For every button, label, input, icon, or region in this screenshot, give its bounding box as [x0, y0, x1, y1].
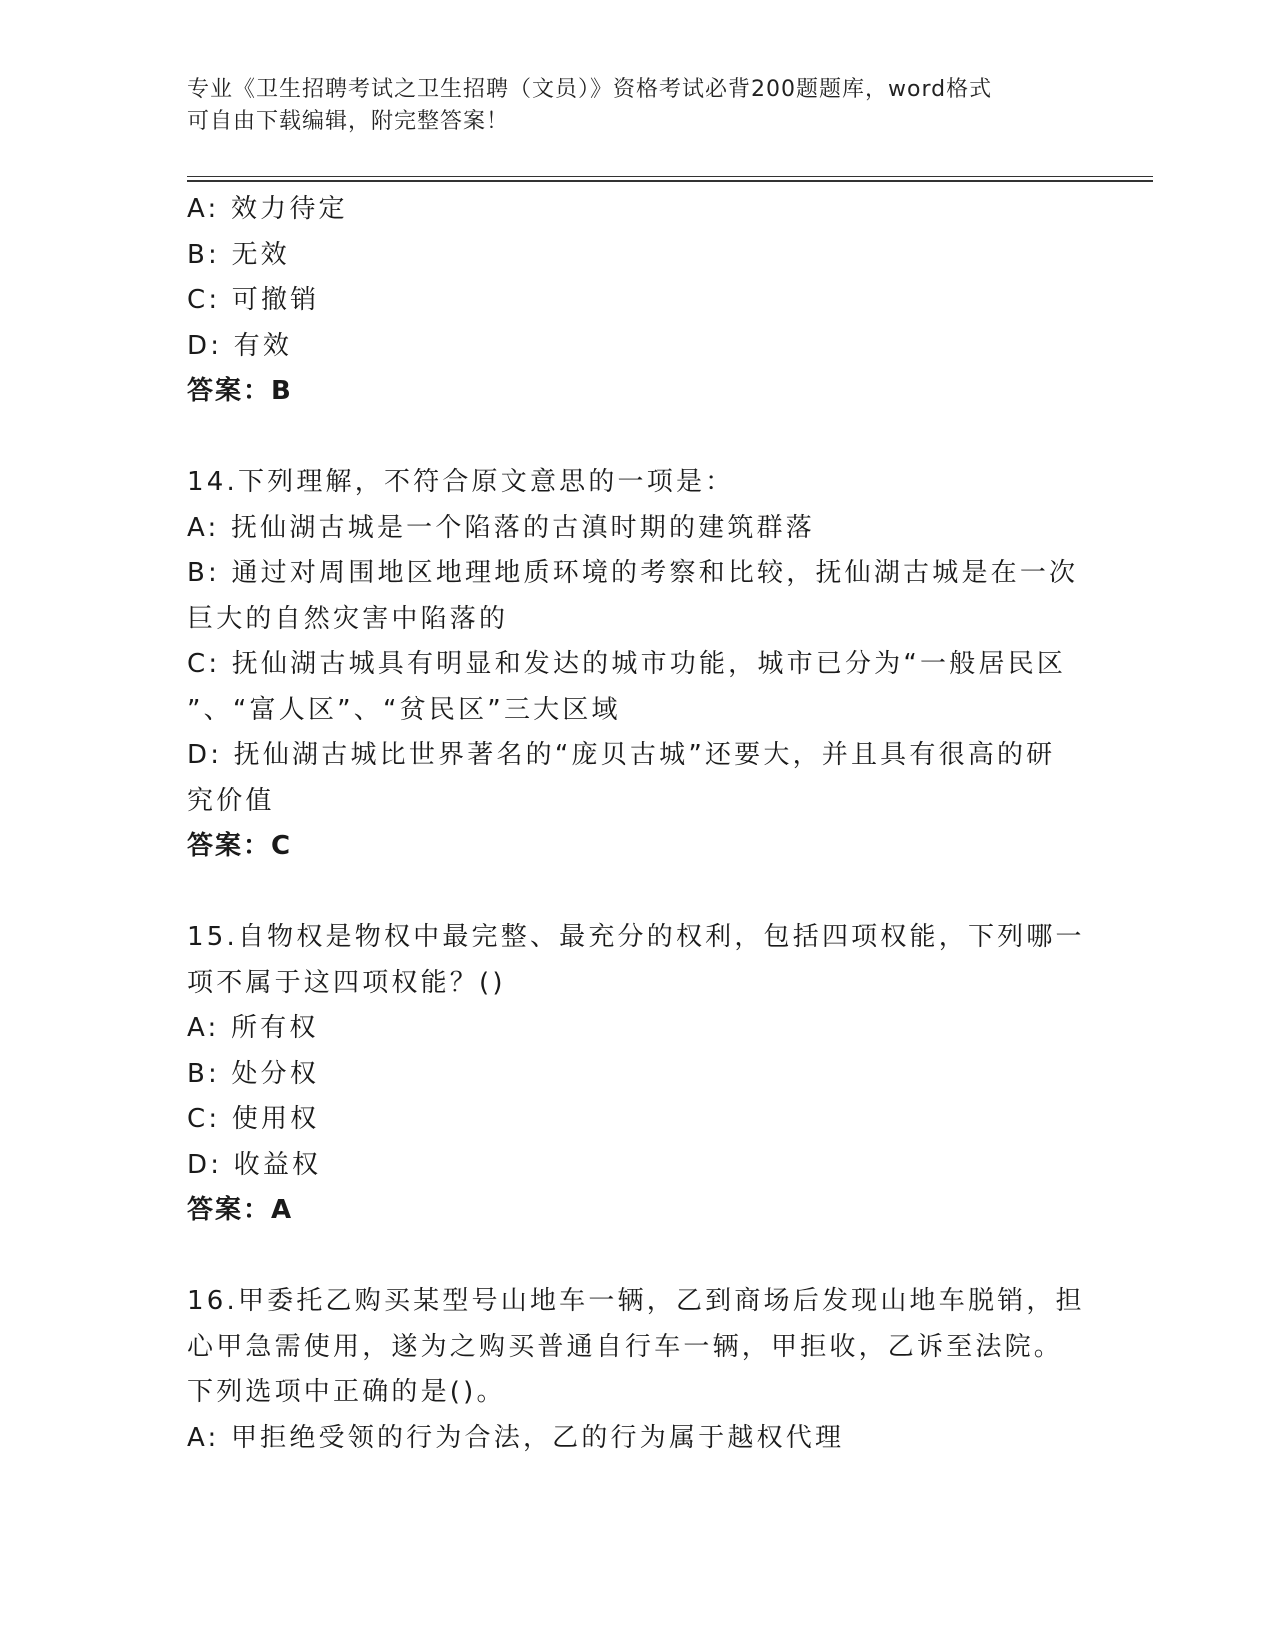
answer: 答案：B: [187, 376, 293, 406]
option-b: B: 通过对周围地区地理地质环境的考察和比较，抚仙湖古城是在一次: [187, 558, 1079, 588]
answer: 答案：A: [187, 1195, 294, 1225]
question-list: [187, 187, 1087, 1461]
option-d: D: 抚仙湖古城比世界著名的“庞贝古城”还要大，并且具有很高的研: [187, 740, 1056, 770]
question-text-continued: 项不属于这四项权能？(): [187, 967, 506, 998]
question-14: [187, 460, 1087, 870]
page-header: [187, 74, 1067, 138]
question-13: [187, 187, 1087, 415]
option-b: B: 无效: [187, 239, 290, 270]
option-a: A: 抚仙湖古城是一个陷落的古滇时期的建筑群落: [187, 512, 815, 543]
option-d-continued: 究价值: [187, 785, 275, 816]
option-c-continued: ”、“富人区”、“贫民区”三大区域: [187, 694, 621, 725]
option-c: C: 可撤销: [187, 285, 320, 315]
option-b: B: 处分权: [187, 1058, 320, 1089]
question-text: 14.下列理解，不符合原文意思的一项是：: [187, 467, 735, 497]
header-divider: [187, 176, 1153, 182]
option-d: D: 收益权: [187, 1149, 322, 1180]
header-title-line-1: 专业《卫生招聘考试之卫生招聘（文员）》资格考试必背200题题库，word格式: [187, 77, 993, 102]
question-15: [187, 915, 1087, 1234]
question-text: 15.自物权是物权中最完整、最充分的权利，包括四项权能，下列哪一: [187, 922, 1085, 952]
answer: 答案：C: [187, 831, 293, 861]
option-a: A: 效力待定: [187, 194, 348, 224]
option-a: A: 所有权: [187, 1013, 319, 1043]
option-a: A: 甲拒绝受领的行为合法，乙的行为属于越权代理: [187, 1422, 845, 1453]
question-text-continued: 心甲急需使用，遂为之购买普通自行车一辆，甲拒收，乙诉至法院。: [187, 1331, 1064, 1362]
question-text: 16.甲委托乙购买某型号山地车一辆，乙到商场后发现山地车脱销，担: [187, 1286, 1085, 1316]
question-text-continued-2: 下列选项中正确的是()。: [187, 1377, 506, 1407]
option-c: C: 使用权: [187, 1104, 320, 1134]
option-b-continued: 巨大的自然灾害中陷落的: [187, 603, 509, 634]
header-title-line-2: 可自由下载编辑，附完整答案！: [187, 109, 510, 134]
option-c: C: 抚仙湖古城具有明显和发达的城市功能，城市已分为“一般居民区: [187, 649, 1067, 679]
option-d: D: 有效: [187, 330, 293, 361]
question-16: [187, 1279, 1087, 1461]
